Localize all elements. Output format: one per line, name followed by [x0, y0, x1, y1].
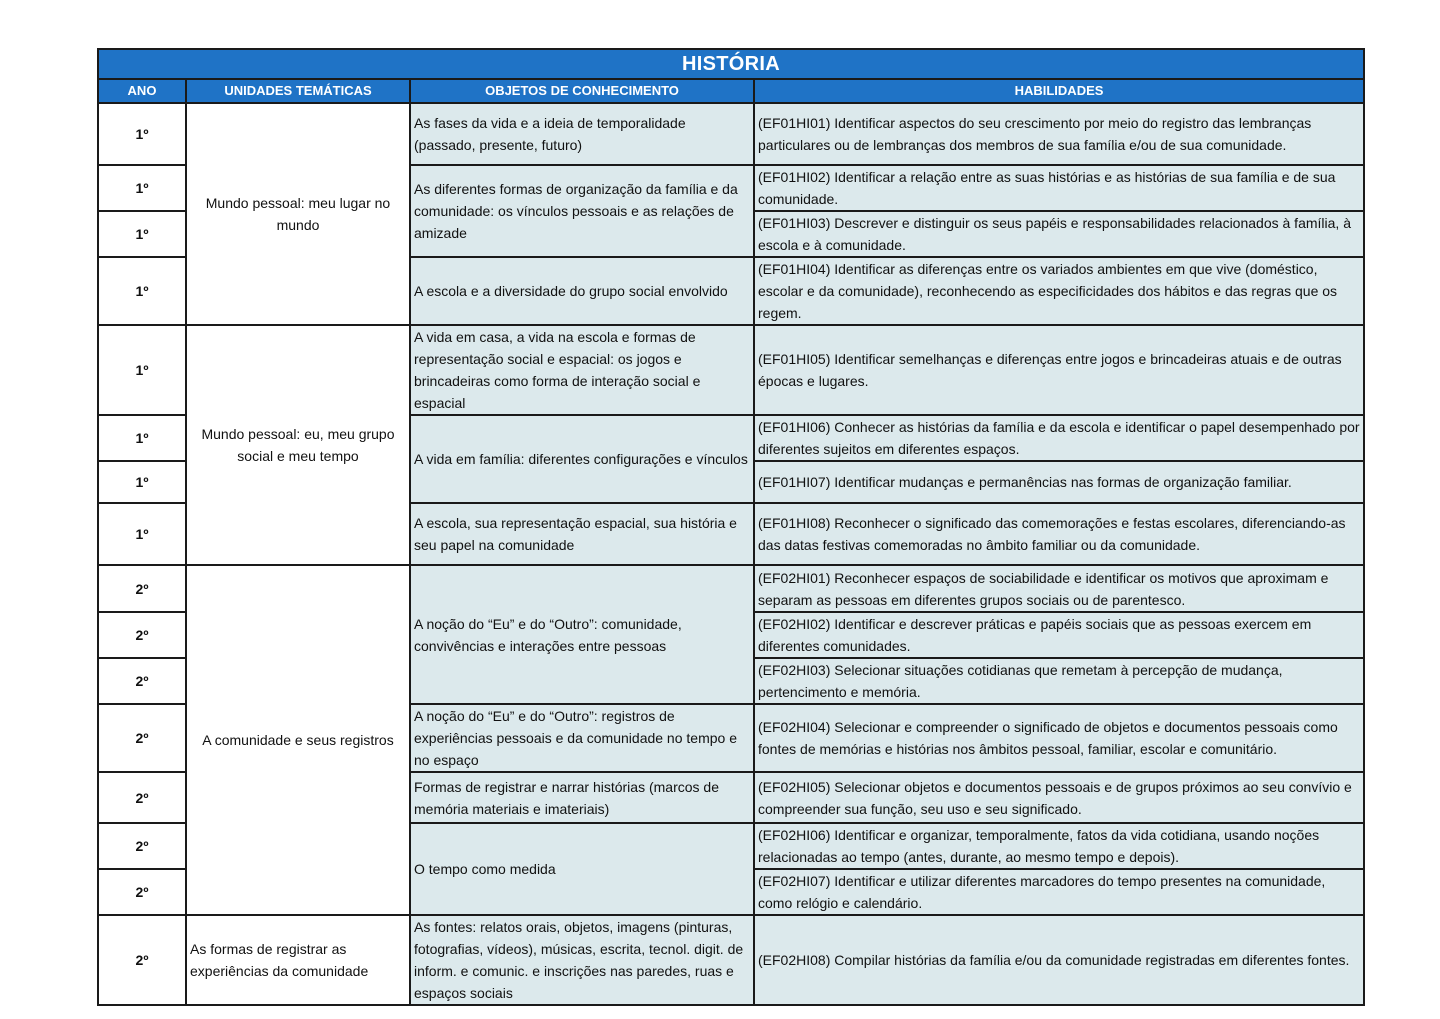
header-objetos: OBJETOS DE CONHECIMENTO	[410, 79, 754, 103]
objeto-cell: As fontes: relatos orais, objetos, imagens (pinturas, fotografias, vídeos), músicas, escrita, tecnol. digit. de inform. e comunic. e inscrições nas paredes, ruas e espaços sociais	[410, 915, 754, 1005]
habilidade-cell: (EF02HI02) Identificar e descrever práticas e papéis sociais que as pessoas exercem em diferentes comunidades.	[754, 612, 1364, 658]
ano-cell: 1º	[98, 103, 186, 165]
table-row	[98, 915, 1364, 1005]
ano-cell: 1º	[98, 503, 186, 565]
ano-cell: 1º	[98, 461, 186, 503]
ano-cell: 2º	[98, 915, 186, 1005]
objeto-cell: A escola e a diversidade do grupo social envolvido	[410, 257, 754, 325]
objeto-cell: A vida em casa, a vida na escola e formas de representação social e espacial: os jogos e brincadeiras como forma de interação social e espacial	[410, 325, 754, 415]
habilidade-cell: (EF02HI03) Selecionar situações cotidianas que remetam à percepção de mudança, pertencimento e memória.	[754, 658, 1364, 704]
ano-cell: 1º	[98, 325, 186, 415]
objeto-cell: As diferentes formas de organização da família e da comunidade: os vínculos pessoais e as relações de amizade	[410, 165, 754, 257]
ano-cell: 2º	[98, 869, 186, 915]
unidade-cell: Mundo pessoal: eu, meu grupo social e meu tempo	[186, 325, 410, 565]
habilidade-cell: (EF02HI06) Identificar e organizar, temporalmente, fatos da vida cotidiana, usando noções relacionadas ao tempo (antes, durante, ao mesmo tempo e depois).	[754, 823, 1364, 869]
habilidade-cell: (EF01HI04) Identificar as diferenças entre os variados ambientes em que vive (doméstico, escolar e da comunidade), reconhecendo as especificidades dos hábitos e das regras que os regem.	[754, 257, 1364, 325]
unidade-cell: As formas de registrar as experiências da comunidade	[186, 915, 410, 1005]
habilidade-cell: (EF01HI03) Descrever e distinguir os seus papéis e responsabilidades relacionados à família, à escola e à comunidade.	[754, 211, 1364, 257]
table-row	[98, 565, 1364, 612]
ano-cell: 2º	[98, 704, 186, 772]
header-habilidades: HABILIDADES	[754, 79, 1364, 103]
habilidade-cell: (EF01HI02) Identificar a relação entre as suas histórias e as histórias de sua família e de sua comunidade.	[754, 165, 1364, 211]
habilidade-cell: (EF02HI08) Compilar histórias da família e/ou da comunidade registradas em diferentes fontes.	[754, 915, 1364, 1005]
unidade-cell: Mundo pessoal: meu lugar no mundo	[186, 103, 410, 325]
ano-cell: 2º	[98, 565, 186, 612]
habilidade-cell: (EF01HI07) Identificar mudanças e permanências nas formas de organização familiar.	[754, 461, 1364, 503]
ano-cell: 2º	[98, 823, 186, 869]
objeto-cell: A noção do “Eu” e do “Outro”: comunidade, convivências e interações entre pessoas	[410, 565, 754, 704]
objeto-cell: A escola, sua representação espacial, sua história e seu papel na comunidade	[410, 503, 754, 565]
habilidade-cell: (EF02HI07) Identificar e utilizar diferentes marcadores do tempo presentes na comunidade, como relógio e calendário.	[754, 869, 1364, 915]
objeto-cell: O tempo como medida	[410, 823, 754, 915]
unidade-cell: A comunidade e seus registros	[186, 565, 410, 915]
habilidade-cell: (EF01HI01) Identificar aspectos do seu crescimento por meio do registro das lembranças particulares ou de lembranças dos membros de sua família e/ou de sua comunidade.	[754, 103, 1364, 165]
header-ano: ANO	[98, 79, 186, 103]
objeto-cell: Formas de registrar e narrar histórias (marcos de memória materiais e imateriais)	[410, 772, 754, 823]
objeto-cell: A vida em família: diferentes configurações e vínculos	[410, 415, 754, 503]
ano-cell: 1º	[98, 415, 186, 461]
habilidade-cell: (EF02HI05) Selecionar objetos e documentos pessoais e de grupos próximos ao seu convívio e compreender sua função, seu uso e seu significado.	[754, 772, 1364, 823]
habilidade-cell: (EF01HI08) Reconhecer o significado das comemorações e festas escolares, diferenciando-as das datas festivas comemoradas no âmbito familiar ou da comunidade.	[754, 503, 1364, 565]
ano-cell: 2º	[98, 658, 186, 704]
ano-cell: 1º	[98, 165, 186, 211]
ano-cell: 2º	[98, 612, 186, 658]
objeto-cell: A noção do “Eu” e do “Outro”: registros de experiências pessoais e da comunidade no tempo e no espaço	[410, 704, 754, 772]
ano-cell: 1º	[98, 211, 186, 257]
table-row	[98, 325, 1364, 415]
historia-table	[97, 48, 1365, 1006]
header-unidades: UNIDADES TEMÁTICAS	[186, 79, 410, 103]
objeto-cell: As fases da vida e a ideia de temporalidade (passado, presente, futuro)	[410, 103, 754, 165]
ano-cell: 2º	[98, 772, 186, 823]
table-title: HISTÓRIA	[98, 49, 1364, 79]
habilidade-cell: (EF02HI04) Selecionar e compreender o significado de objetos e documentos pessoais como fontes de memórias e histórias nos âmbitos pessoal, familiar, escolar e comunitário.	[754, 704, 1364, 772]
table-row	[98, 103, 1364, 165]
habilidade-cell: (EF01HI06) Conhecer as histórias da família e da escola e identificar o papel desempenhado por diferentes sujeitos em diferentes espaços.	[754, 415, 1364, 461]
habilidade-cell: (EF01HI05) Identificar semelhanças e diferenças entre jogos e brincadeiras atuais e de outras épocas e lugares.	[754, 325, 1364, 415]
ano-cell: 1º	[98, 257, 186, 325]
habilidade-cell: (EF02HI01) Reconhecer espaços de sociabilidade e identificar os motivos que aproximam e separam as pessoas em diferentes grupos sociais ou de parentesco.	[754, 565, 1364, 612]
